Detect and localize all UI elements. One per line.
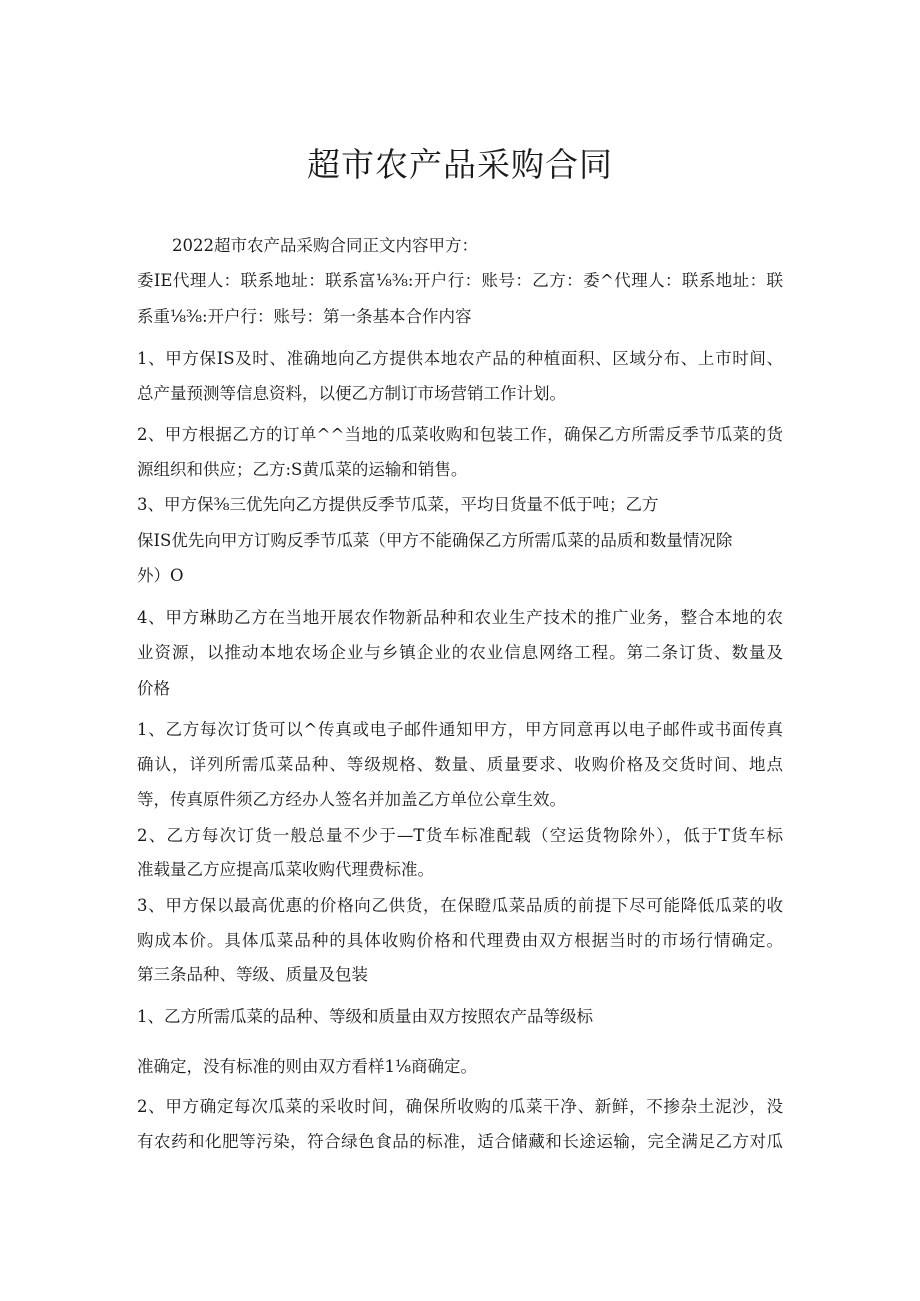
text-line: 4、甲方琳助乙方在当地开展农作物新品种和农业生产技术的推广业务，整合本地的农: [137, 608, 783, 627]
text-line: 3、甲方保以最高优惠的价格向乙供货，在保瞪瓜菜品质的前提下尽可能降低瓜菜的收: [137, 896, 783, 915]
text-line: 3、甲方保⅜三优先向乙方提供反季节瓜菜，平均日货量不低于吨；乙方: [137, 495, 659, 514]
text-line: 价格: [137, 679, 170, 698]
text-line: 确认，详列所需瓜菜品种、等级规格、数量、质量要求、收购价格及交货时间、地点: [137, 755, 783, 774]
text-line: 2022超市农产品采购合同正文内容甲方：: [172, 236, 478, 255]
text-line: 委IE代理人：联系地址：联系富⅛⅜:开户行：账号：乙方：委^代理人：联系地址：联: [137, 271, 783, 290]
text-line: 第三条品种、等级、质量及包装: [137, 965, 368, 984]
text-line: 2、甲方确定每次瓜菜的采收时间，确保所收购的瓜菜干净、新鲜，不掺杂土泥沙，没: [137, 1097, 783, 1116]
text-line: 源组织和供应；乙方:S黄瓜菜的运输和销售。: [137, 460, 468, 479]
document-title: 超市农产品采购合同: [307, 145, 613, 184]
text-line: 等，传真原件须乙方经办人签名并加盖乙方单位公章生效。: [137, 790, 566, 809]
text-line: 1、甲方保IS及时、准确地向乙方提供本地农产品的种植面积、区域分布、上市时间、: [137, 349, 783, 368]
text-line: 准载量乙方应提高瓜菜收购代理费标准。: [137, 860, 434, 879]
text-line: 保IS优先向甲方订购反季节瓜菜（甲方不能确保乙方所需瓜菜的品质和数量情况除: [137, 531, 733, 550]
text-line: 准确定，没有标准的则由双方看样1⅛商确定。: [137, 1057, 477, 1076]
text-line: 有农药和化肥等污染，符合绿色食品的标准，适合储藏和长途运输，完全满足乙方对瓜: [137, 1132, 783, 1151]
text-line: 2、乙方每次订货一般总量不少于—T货车标准配载（空运货物除外），低于T货车标: [137, 826, 783, 845]
text-line: 外）O: [137, 566, 184, 585]
text-line: 系重⅛⅜:开户行：账号：第一条基本合作内容: [137, 307, 472, 326]
text-line: 1、乙方每次订货可以^传真或电子邮件通知甲方，甲方同意再以电子邮件或书面传真: [137, 720, 783, 739]
text-line: 业资源，以推动本地农场企业与乡镇企业的农业信息网络工程。第二条订货、数量及: [137, 643, 783, 662]
text-line: 1、乙方所需瓜菜的品种、等级和质量由双方按照农产品等级标: [137, 1007, 593, 1026]
text-line: 购成本价。具体瓜菜品种的具体收购价格和代理费由双方根据当时的市场行情确定。: [137, 931, 783, 950]
text-line: 总产量预测等信息资料，以便乙方制订市场营销工作计划。: [137, 384, 566, 403]
text-line: 2、甲方根据乙方的订单^^当地的瓜菜收购和包装工作，确保乙方所需反季节瓜菜的货: [137, 425, 783, 444]
